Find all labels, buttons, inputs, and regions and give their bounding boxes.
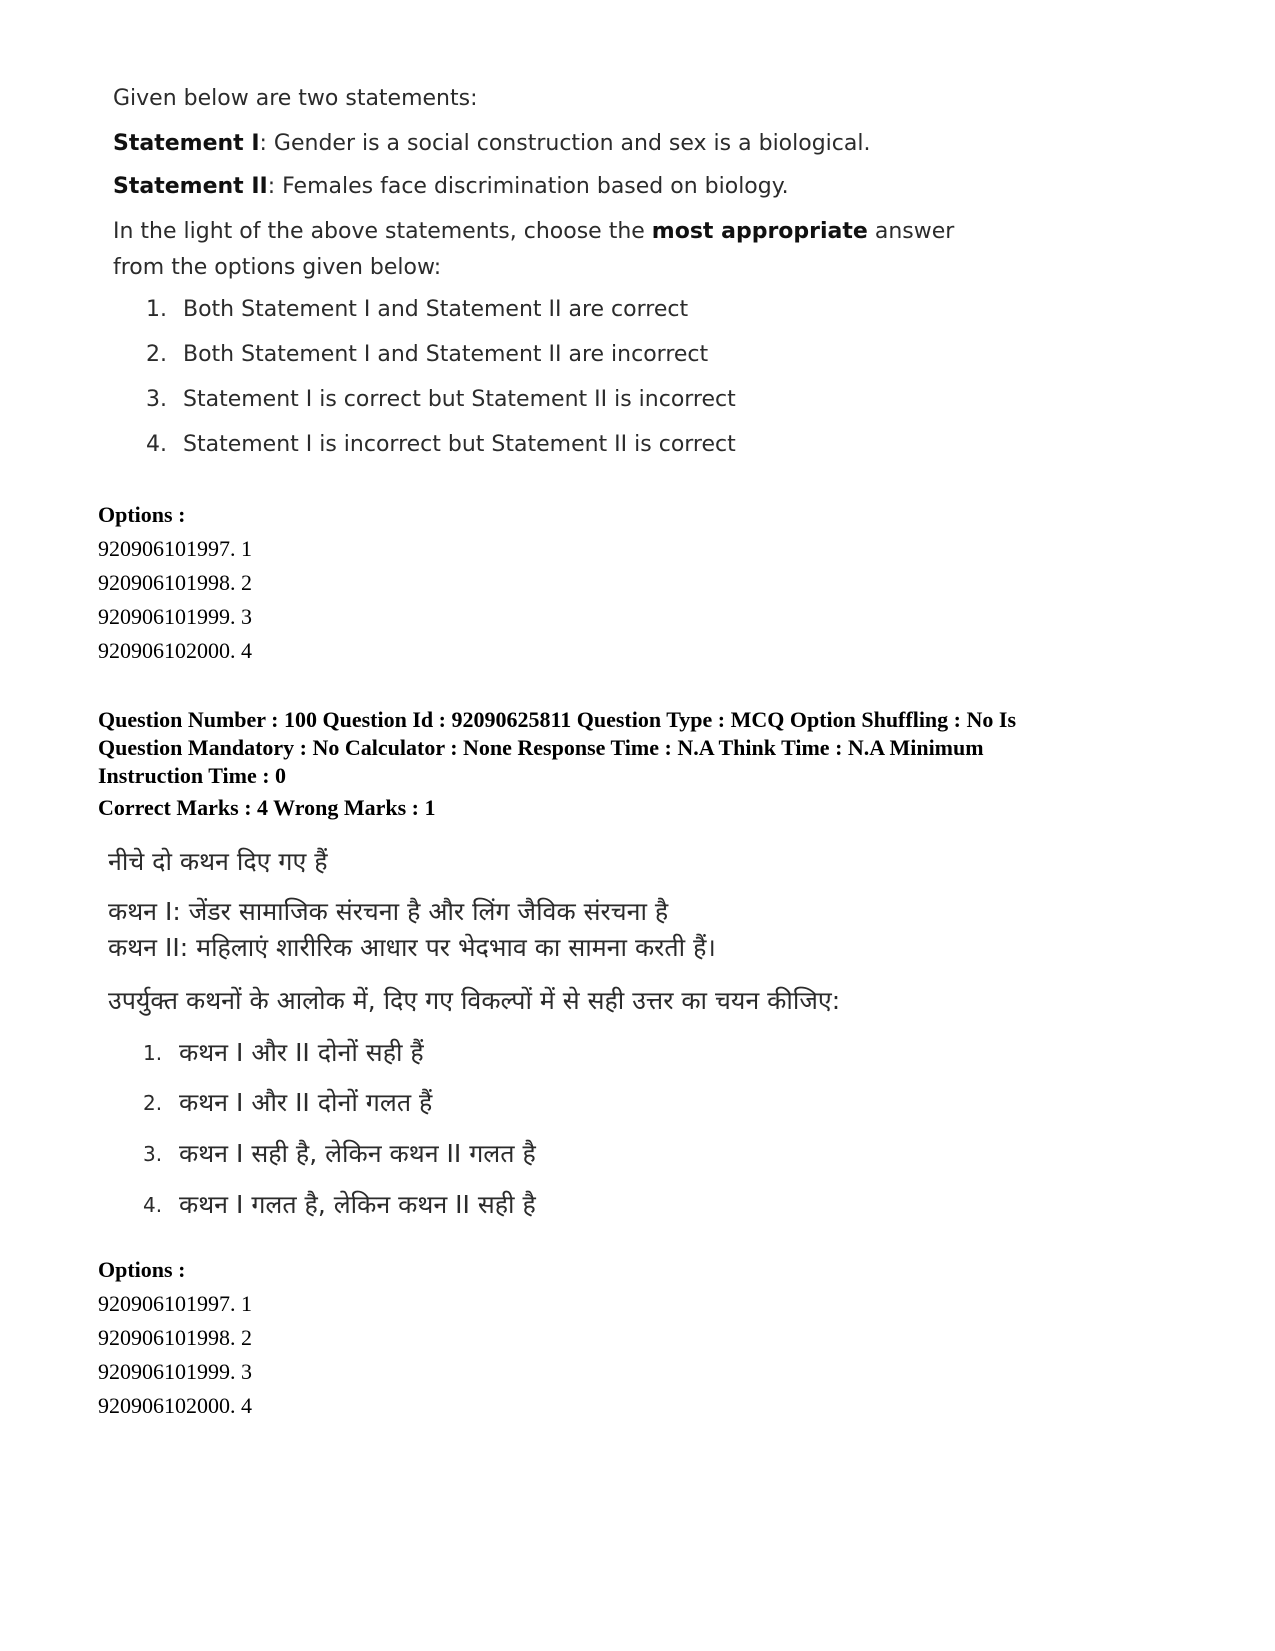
options-block-q99	[98, 498, 252, 668]
instruction-line-2: from the options given below:	[113, 255, 442, 280]
options-header: Options :	[98, 502, 186, 527]
instruction-emphasis: most appropriate	[651, 219, 868, 244]
statement-2: कथन II: महिलाएं शारीरिक आधार पर भेदभाव का सामना करती हैं।	[108, 933, 716, 962]
statement-1-text: : Gender is a social construction and sex is a biological.	[259, 131, 871, 156]
options-block-q100	[98, 1253, 252, 1423]
meta-line: Question Mandatory : No Calculator : None Response Time : N.A Think Time : N.A Minimum	[98, 735, 984, 760]
instruction: उपर्युक्त कथनों के आलोक में, दिए गए विकल्पों में से सही उत्तर का चयन कीजिए:	[108, 986, 841, 1015]
option-row: 920906102000. 4	[98, 1393, 252, 1418]
statement-1-label: Statement I	[113, 131, 260, 156]
option-row: 920906102000. 4	[98, 638, 252, 663]
option-row: 920906101999. 3	[98, 604, 252, 629]
option-row: 920906101999. 3	[98, 1359, 252, 1384]
options-header: Options :	[98, 1257, 186, 1282]
statement-1: कथन I: जेंडर सामाजिक संरचना है और लिंग जैविक संरचना है	[108, 897, 669, 926]
statement-2-label: Statement II	[113, 174, 268, 199]
question-100-meta	[98, 706, 1178, 822]
option-row: 920906101997. 1	[98, 536, 252, 561]
meta-line: Question Number : 100 Question Id : 92090625811 Question Type : MCQ Option Shuffling : No Is	[98, 707, 1017, 732]
statement-1	[113, 131, 870, 156]
option-row: 920906101997. 1	[98, 1291, 252, 1316]
statement-2	[113, 174, 789, 199]
instruction: In the light of the above statements, choose the most appropriate answer	[113, 219, 955, 244]
question-intro: नीचे दो कथन दिए गए हैं	[108, 847, 328, 876]
question-intro: Given below are two statements:	[113, 86, 478, 111]
marks-line: Correct Marks : 4 Wrong Marks : 1	[98, 795, 436, 820]
option-row: 920906101998. 2	[98, 570, 252, 595]
statement-2-text: : Females face discrimination based on biology.	[267, 174, 789, 199]
option-row: 920906101998. 2	[98, 1325, 252, 1350]
meta-line: Instruction Time : 0	[98, 763, 287, 788]
